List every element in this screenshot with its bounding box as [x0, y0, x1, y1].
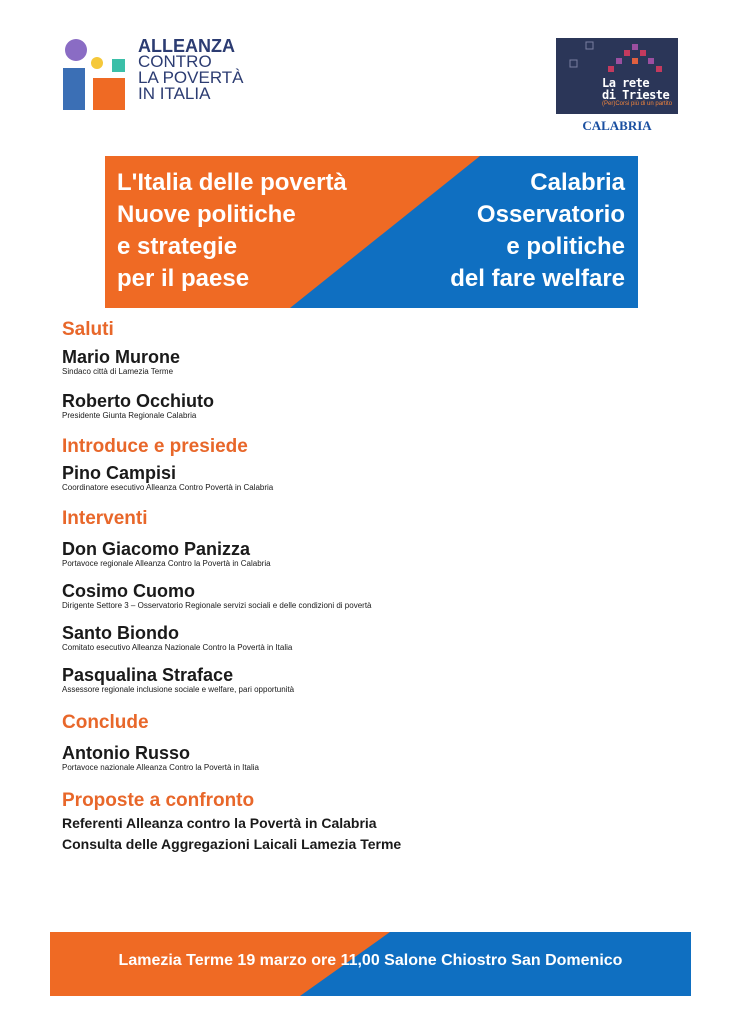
speaker — [62, 743, 662, 773]
alleanza-logo — [60, 38, 300, 118]
title-banner — [105, 156, 638, 308]
speaker — [62, 391, 662, 421]
section-title-saluti: Saluti — [62, 319, 114, 340]
speaker-name: Antonio Russo — [62, 743, 190, 763]
banner-left-line: e strategie — [117, 233, 238, 260]
logo-line-3: LA POVERTÀ — [138, 68, 244, 87]
banner-left-line: Nuove politiche — [117, 201, 296, 228]
rete-line-1: La rete — [602, 76, 650, 90]
logo-line-1: ALLEANZA — [138, 36, 235, 56]
speaker — [62, 665, 662, 695]
section-title-conclude: Conclude — [62, 712, 149, 733]
program — [62, 318, 662, 855]
speaker — [62, 463, 662, 493]
speaker-role: Assessore regionale inclusione sociale e welfare, pari opportunità — [62, 685, 295, 694]
banner-right-line: Calabria — [530, 169, 625, 196]
speaker-role: Portavoce regionale Alleanza Contro la Povertà in Calabria — [62, 559, 271, 568]
speaker-name: Roberto Occhiuto — [62, 391, 214, 411]
speaker-role: Coordinatore esecutivo Alleanza Contro Povertà in Calabria — [62, 483, 274, 492]
banner-right-line: del fare welfare — [450, 265, 625, 292]
speaker-name: Mario Murone — [62, 347, 181, 367]
speaker-name: Santo Biondo — [62, 623, 179, 643]
banner-right-line: e politiche — [506, 233, 625, 260]
logo-line-2: CONTRO — [138, 52, 212, 71]
banner-right-text — [450, 167, 625, 295]
section-title-proposte: Proposte a confronto — [62, 790, 255, 811]
logo-line-4: IN ITALIA — [138, 84, 211, 103]
banner-left-line: L'Italia delle povertà — [117, 169, 347, 196]
event-footer — [50, 932, 691, 996]
section-title-introduce: Introduce e presiede — [62, 436, 248, 457]
rete-line-2: di Trieste — [602, 88, 670, 102]
rete-tagline: (Per)Corsi più di un partito — [602, 101, 673, 107]
speaker-name: Pino Campisi — [62, 463, 177, 483]
alleanza-logo-mark-icon — [60, 38, 130, 118]
speaker — [62, 623, 662, 653]
speaker-name: Cosimo Cuomo — [62, 581, 195, 601]
speaker — [62, 581, 662, 611]
banner-right-line: Osservatorio — [476, 201, 625, 228]
region-label: CALABRIA — [582, 118, 652, 133]
speaker-role: Comitato esecutivo Alleanza Nazionale Contro la Povertà in Italia — [62, 643, 293, 652]
speaker-name: Pasqualina Straface — [62, 665, 234, 685]
proposte-line: Consulta delle Aggregazioni Laicali Lamezia Terme — [62, 836, 402, 852]
speaker-name: Don Giacomo Panizza — [62, 539, 251, 559]
speaker-role: Dirigente Settore 3 – Osservatorio Regionale servizi sociali e delle condizioni di povertà — [62, 601, 372, 610]
rete-trieste-logo — [556, 38, 678, 114]
speaker — [62, 539, 662, 569]
banner-left-line: per il paese — [117, 265, 250, 292]
speaker-role: Sindaco città di Lamezia Terme — [62, 367, 174, 376]
speaker — [62, 347, 662, 377]
speaker-role: Presidente Giunta Regionale Calabria — [62, 411, 197, 420]
alleanza-logo-text — [138, 38, 244, 102]
proposte-line: Referenti Alleanza contro la Povertà in Calabria — [62, 815, 377, 831]
pixel-pattern-icon — [556, 38, 678, 78]
section-title-interventi: Interventi — [62, 508, 148, 529]
banner-left-text — [117, 167, 347, 295]
event-details: Lamezia Terme 19 marzo ore 11,00 Salone Chiostro San Domenico — [118, 952, 623, 969]
speaker-role: Portavoce nazionale Alleanza Contro la Povertà in Italia — [62, 763, 260, 772]
